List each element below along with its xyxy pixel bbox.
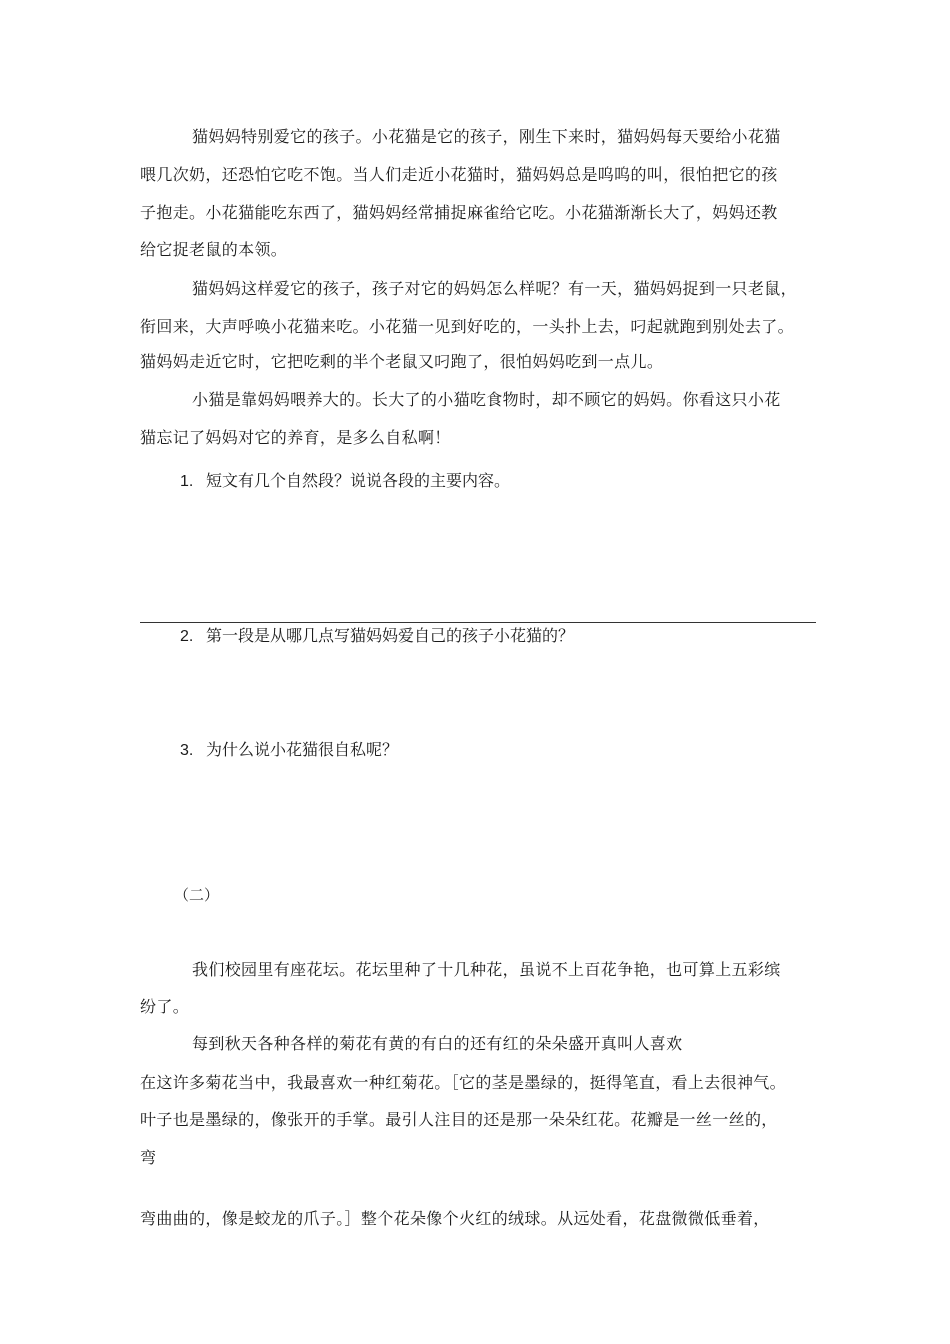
text-line: 猫妈妈这样爱它的孩子，孩子对它的妈妈怎么样呢？有一天，猫妈妈捉到一只老鼠，	[192, 279, 797, 298]
question-3	[180, 740, 398, 761]
text-line: 猫妈妈特别爱它的孩子。小花猫是它的孩子，刚生下来时，猫妈妈每天要给小花猫	[192, 127, 781, 146]
text-line: 弯曲曲的，像是蛟龙的爪子。］整个花朵像个火红的绒球。从远处看，花盘微微低垂着，	[140, 1209, 770, 1228]
section-heading: （二）	[174, 886, 220, 904]
question-number: 1.	[180, 473, 194, 490]
text-line: 猫妈妈走近它时，它把吃剩的半个老鼠又叼跑了，很怕妈妈吃到一点儿。	[140, 352, 664, 371]
question-number: 3.	[180, 742, 194, 759]
text-line: 我们校园里有座花坛。花坛里种了十几种花，虽说不上百花争艳，也可算上五彩缤	[192, 960, 781, 979]
text-line: 弯	[140, 1148, 157, 1167]
question-1	[180, 471, 510, 492]
text-line: 叶子也是墨绿的，像张开的手掌。最引人注目的还是那一朵朵红花。花瓣是一丝一丝的，	[140, 1110, 778, 1129]
text-line: 子抱走。小花猫能吃东西了，猫妈妈经常捕捉麻雀给它吃。小花猫渐渐长大了，妈妈还教	[140, 203, 778, 222]
text-line: 衔回来，大声呼唤小花猫来吃。小花猫一见到好吃的，一头扑上去，叼起就跑到别处去了。	[140, 317, 795, 336]
text-line: 每到秋天各种各样的菊花有黄的有白的还有红的朵朵盛开真叫人喜欢	[192, 1034, 683, 1053]
text-line: 小猫是靠妈妈喂养大的。长大了的小猫吃食物时，却不顾它的妈妈。你看这只小花	[192, 390, 781, 409]
text-line: 喂几次奶，还恐怕它吃不饱。当人们走近小花猫时，猫妈妈总是呜呜的叫，很怕把它的孩	[140, 165, 778, 184]
text-line: 给它捉老鼠的本领。	[140, 240, 288, 259]
question-text: 为什么说小花猫很自私呢？	[206, 740, 399, 759]
question-text: 短文有几个自然段？说说各段的主要内容。	[206, 471, 511, 490]
text-line: 纷了。	[140, 997, 190, 1016]
question-2	[180, 626, 574, 647]
question-number: 2.	[180, 628, 194, 645]
text-line: 在这许多菊花当中，我最喜欢一种红菊花。［它的茎是墨绿的，挺得笔直，看上去很神气。	[140, 1073, 787, 1092]
answer-divider	[140, 622, 816, 623]
text-line: 猫忘记了妈妈对它的养育，是多么自私啊！	[140, 428, 451, 447]
question-text: 第一段是从哪几点写猫妈妈爱自己的孩子小花猫的？	[206, 626, 575, 645]
